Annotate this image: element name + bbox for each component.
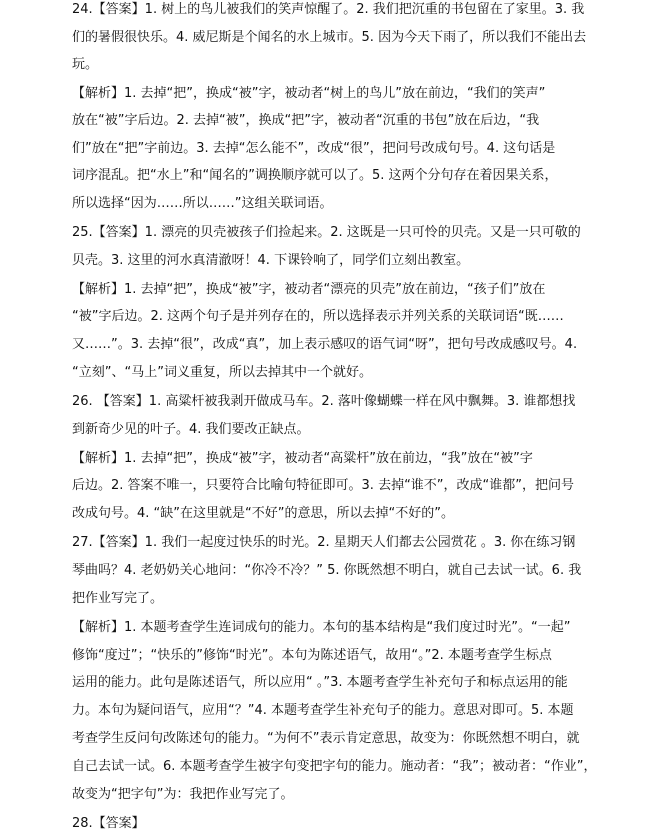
text-line: 24.【答案】1. 树上的鸟儿被我们的笑声惊醒了。2. 我们把沉重的书包留在了家里。3. 我 <box>72 2 585 17</box>
text-line: 【解析】1. 本题考查学生连词成句的能力。本句的基本结构是“我们度过时光”。“一起” <box>72 620 571 635</box>
text-line: 【解析】1. 去掉“把”，换成“被”字，被动者“漂亮的贝壳”放在前边，“孩子们”放在 <box>72 282 546 297</box>
text-line: 【解析】1. 去掉“把”，换成“被”字，被动者“树上的鸟儿”放在前边，“我们的笑声” <box>72 86 546 101</box>
text-line: 26. 【答案】1. 高粱杆被我剥开做成马车。2. 落叶像蝴蝶一样在风中飘舞。3. 谁都想找 <box>72 394 576 409</box>
text-line: 【解析】1. 去掉“把”，换成“被”字，被动者“高粱杆”放在前边，“我”放在“被”字 <box>72 451 533 466</box>
text-line: 把作业写完了。 <box>72 591 164 606</box>
text-line: 玩。 <box>72 57 99 72</box>
text-line: 所以选择“因为……所以……”这组关联词语。 <box>72 196 333 211</box>
text-line: 28.【答案】 <box>72 816 145 831</box>
text-line: 们”放在“把”字前边。3. 去掉“怎么能不”，改成“很”，把问号改成句号。4. 这句话是 <box>72 141 556 156</box>
text-line: 25.【答案】1. 漂亮的贝壳被孩子们捡起来。2. 这既是一只可怜的贝壳。又是一只可敬的 <box>72 225 581 240</box>
text-line: “立刻”、“马上”词义重复，所以去掉其中一个就好。 <box>72 365 372 380</box>
text-line: 运用的能力。此句是陈述语气，所以应用“ 。”3. 本题考查学生补充句子和标点运用的能 <box>72 675 568 690</box>
text-line: 修饰“度过”；“快乐的”修饰“时光”。本句为陈述语气，故用“。”2. 本题考查学生标点 <box>72 648 552 663</box>
text-line: 琴曲吗？4. 老奶奶关心地问：“你冷不冷？” 5. 你既然想不明白，就自己去试一试。6. 我 <box>72 563 582 578</box>
text-line: 改成句号。4. “缺”在这里就是“不好”的意思，所以去掉“不好的”。 <box>72 506 454 521</box>
text-line: 自己去试一试。6. 本题考查学生被字句变把字句的能力。施动者：“我”；被动者：“作业”， <box>72 759 597 774</box>
text-line: 考查学生反问句改陈述句的能力。“为何不”表示肯定意思，故变为：你既然想不明白，就 <box>72 731 580 746</box>
text-line: 故变为“把字句”为：我把作业写完了。 <box>72 787 294 802</box>
text-line: 词序混乱。把“水上”和“闻名的”调换顺序就可以了。5. 这两个分句存在着因果关系， <box>72 168 558 183</box>
text-line: 力。本句为疑问语气，应用“？”4. 本题考查学生补充句子的能力。意思对即可。5. 本题 <box>72 703 574 718</box>
text-line: 27.【答案】1. 我们一起度过快乐的时光。2. 星期天人们都去公园赏花 。3. 你在练习钢 <box>72 535 576 550</box>
text-line: 后边。2. 答案不唯一，只要符合比喻句特征即可。3. 去掉“谁不”，改成“谁都”，把问号 <box>72 478 575 493</box>
text-line: 们的暑假很快乐。4. 威尼斯是个闻名的水上城市。5. 因为今天下雨了，所以我们不能出去 <box>72 30 587 45</box>
text-line: 到新奇少见的叶子。4. 我们要改正缺点。 <box>72 422 310 437</box>
text-line: “被”字后边。2. 这两个句子是并列存在的，所以选择表示并列关系的关联词语“既…… <box>72 309 564 324</box>
text-line: 贝壳。3. 这里的河水真清澈呀！4. 下课铃响了，同学们立刻出教室。 <box>72 253 470 268</box>
text-line: 又……”。3. 去掉“很”，改成“真”，加上表示感叹的语气词“呀”，把句号改成感叹号。4. <box>72 337 578 352</box>
text-line: 放在“被”字后边。2. 去掉“被”，换成“把”字，被动者“沉重的书包”放在后边，“我 <box>72 113 540 128</box>
